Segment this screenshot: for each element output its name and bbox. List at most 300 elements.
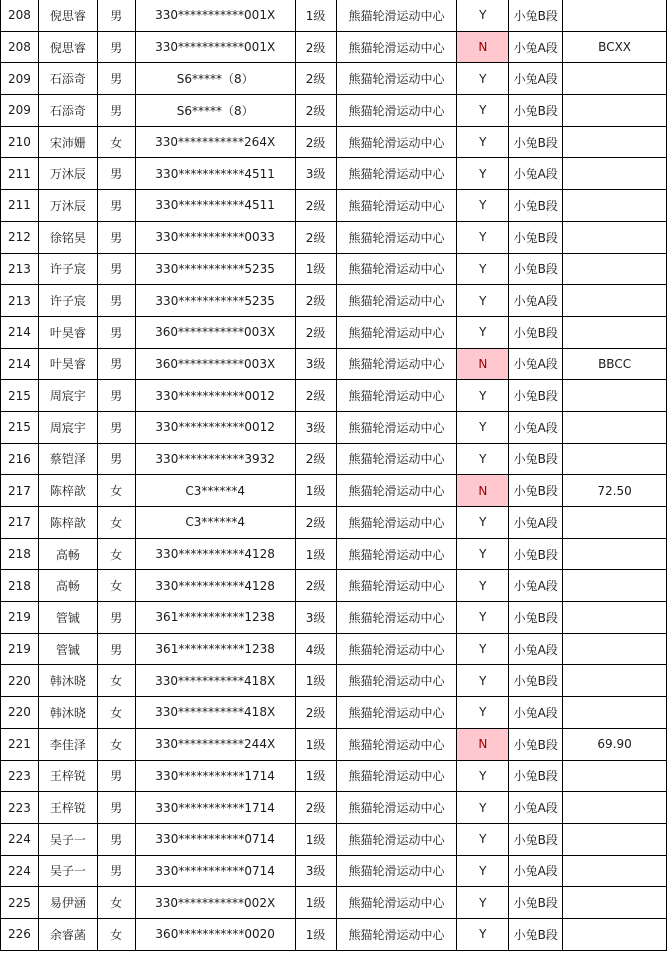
- group-cell: 小兔A段: [509, 158, 563, 190]
- note-cell: [563, 63, 667, 95]
- status-flag-cell: Y: [457, 316, 509, 348]
- level-cell: 2级: [295, 190, 336, 222]
- id-number-cell: 330***********1714: [135, 792, 295, 824]
- id-number-cell: 330***********0012: [135, 411, 295, 443]
- organization-cell: 熊猫轮滑运动中心: [336, 126, 457, 158]
- group-cell: 小兔B段: [509, 0, 563, 31]
- note-cell: [563, 602, 667, 634]
- table-row: [1, 348, 667, 380]
- group-cell: 小兔B段: [509, 475, 563, 507]
- id-number-cell: 330***********4511: [135, 158, 295, 190]
- name-cell: 叶昊睿: [38, 316, 97, 348]
- name-cell: 许子宸: [38, 253, 97, 285]
- note-cell: [563, 253, 667, 285]
- level-cell: 1级: [295, 760, 336, 792]
- status-flag-cell: Y: [457, 570, 509, 602]
- id-number-cell: 330***********264X: [135, 126, 295, 158]
- level-cell: 3级: [295, 602, 336, 634]
- row-number-cell: 214: [1, 348, 39, 380]
- row-number-cell: 216: [1, 443, 39, 475]
- note-cell: [563, 855, 667, 887]
- gender-cell: 女: [97, 126, 135, 158]
- status-flag-cell: Y: [457, 697, 509, 729]
- id-number-cell: 330***********001X: [135, 0, 295, 31]
- name-cell: 高畅: [38, 538, 97, 570]
- table-row: [1, 887, 667, 919]
- table-row: [1, 918, 667, 950]
- status-flag-cell: Y: [457, 63, 509, 95]
- name-cell: 吴子一: [38, 855, 97, 887]
- table-row: [1, 570, 667, 602]
- group-cell: 小兔A段: [509, 570, 563, 602]
- status-flag-cell: N: [457, 728, 509, 760]
- organization-cell: 熊猫轮滑运动中心: [336, 855, 457, 887]
- group-cell: 小兔A段: [509, 697, 563, 729]
- group-cell: 小兔A段: [509, 792, 563, 824]
- gender-cell: 男: [97, 411, 135, 443]
- gender-cell: 男: [97, 253, 135, 285]
- level-cell: 3级: [295, 411, 336, 443]
- table-row: [1, 665, 667, 697]
- level-cell: 2级: [295, 63, 336, 95]
- group-cell: 小兔B段: [509, 253, 563, 285]
- group-cell: 小兔B段: [509, 443, 563, 475]
- name-cell: 韩沐晓: [38, 697, 97, 729]
- level-cell: 1级: [295, 0, 336, 31]
- note-cell: [563, 507, 667, 539]
- id-number-cell: C3******4: [135, 475, 295, 507]
- table-row: [1, 475, 667, 507]
- id-number-cell: 361***********1238: [135, 633, 295, 665]
- group-cell: 小兔A段: [509, 411, 563, 443]
- row-number-cell: 208: [1, 0, 39, 31]
- id-number-cell: 330***********0714: [135, 855, 295, 887]
- id-number-cell: 330***********5235: [135, 253, 295, 285]
- id-number-cell: 330***********001X: [135, 31, 295, 63]
- organization-cell: 熊猫轮滑运动中心: [336, 95, 457, 127]
- id-number-cell: S6*****（8）: [135, 95, 295, 127]
- table-row: [1, 190, 667, 222]
- group-cell: 小兔B段: [509, 823, 563, 855]
- status-flag-cell: Y: [457, 855, 509, 887]
- row-number-cell: 217: [1, 475, 39, 507]
- id-number-cell: 330***********002X: [135, 887, 295, 919]
- gender-cell: 女: [97, 887, 135, 919]
- row-number-cell: 219: [1, 602, 39, 634]
- level-cell: 2级: [295, 316, 336, 348]
- level-cell: 1级: [295, 728, 336, 760]
- table-row: [1, 380, 667, 412]
- name-cell: 易伊涵: [38, 887, 97, 919]
- gender-cell: 男: [97, 823, 135, 855]
- id-number-cell: 330***********4511: [135, 190, 295, 222]
- name-cell: 余睿菡: [38, 918, 97, 950]
- group-cell: 小兔B段: [509, 665, 563, 697]
- gender-cell: 男: [97, 380, 135, 412]
- status-flag-cell: Y: [457, 823, 509, 855]
- id-number-cell: 330***********4128: [135, 538, 295, 570]
- table-row: [1, 792, 667, 824]
- table-row: [1, 63, 667, 95]
- level-cell: 2级: [295, 697, 336, 729]
- group-cell: 小兔B段: [509, 126, 563, 158]
- status-flag-cell: Y: [457, 792, 509, 824]
- group-cell: 小兔A段: [509, 285, 563, 317]
- id-number-cell: 330***********3932: [135, 443, 295, 475]
- table-row: [1, 855, 667, 887]
- status-flag-cell: Y: [457, 411, 509, 443]
- gender-cell: 男: [97, 633, 135, 665]
- status-flag-cell: Y: [457, 538, 509, 570]
- name-cell: 宋沛姗: [38, 126, 97, 158]
- status-flag-cell: Y: [457, 633, 509, 665]
- row-number-cell: 224: [1, 855, 39, 887]
- note-cell: [563, 380, 667, 412]
- table-row: [1, 31, 667, 63]
- status-flag-cell: Y: [457, 285, 509, 317]
- note-cell: [563, 538, 667, 570]
- table-row: [1, 633, 667, 665]
- organization-cell: 熊猫轮滑运动中心: [336, 253, 457, 285]
- row-number-cell: 215: [1, 411, 39, 443]
- gender-cell: 女: [97, 728, 135, 760]
- group-cell: 小兔B段: [509, 887, 563, 919]
- name-cell: 石添奇: [38, 63, 97, 95]
- note-cell: [563, 0, 667, 31]
- note-cell: [563, 95, 667, 127]
- gender-cell: 男: [97, 190, 135, 222]
- note-cell: [563, 158, 667, 190]
- gender-cell: 男: [97, 285, 135, 317]
- level-cell: 2级: [295, 221, 336, 253]
- organization-cell: 熊猫轮滑运动中心: [336, 665, 457, 697]
- status-flag-cell: Y: [457, 221, 509, 253]
- table-row: [1, 443, 667, 475]
- level-cell: 4级: [295, 633, 336, 665]
- gender-cell: 男: [97, 31, 135, 63]
- id-number-cell: 361***********1238: [135, 602, 295, 634]
- level-cell: 2级: [295, 443, 336, 475]
- table-body: [1, 0, 667, 950]
- level-cell: 3级: [295, 158, 336, 190]
- group-cell: 小兔A段: [509, 63, 563, 95]
- status-flag-cell: Y: [457, 665, 509, 697]
- status-flag-cell: Y: [457, 0, 509, 31]
- level-cell: 2级: [295, 95, 336, 127]
- row-number-cell: 210: [1, 126, 39, 158]
- row-number-cell: 211: [1, 190, 39, 222]
- note-cell: 72.50: [563, 475, 667, 507]
- organization-cell: 熊猫轮滑运动中心: [336, 380, 457, 412]
- table-row: [1, 823, 667, 855]
- id-number-cell: 360***********003X: [135, 316, 295, 348]
- group-cell: 小兔B段: [509, 602, 563, 634]
- row-number-cell: 224: [1, 823, 39, 855]
- id-number-cell: 330***********418X: [135, 665, 295, 697]
- level-cell: 1级: [295, 475, 336, 507]
- gender-cell: 男: [97, 63, 135, 95]
- note-cell: [563, 285, 667, 317]
- organization-cell: 熊猫轮滑运动中心: [336, 918, 457, 950]
- organization-cell: 熊猫轮滑运动中心: [336, 190, 457, 222]
- row-number-cell: 212: [1, 221, 39, 253]
- id-number-cell: 330***********1714: [135, 760, 295, 792]
- id-number-cell: 330***********5235: [135, 285, 295, 317]
- row-number-cell: 218: [1, 570, 39, 602]
- status-flag-cell: Y: [457, 253, 509, 285]
- level-cell: 1级: [295, 253, 336, 285]
- note-cell: [563, 665, 667, 697]
- row-number-cell: 208: [1, 31, 39, 63]
- row-number-cell: 209: [1, 95, 39, 127]
- status-flag-cell: Y: [457, 190, 509, 222]
- name-cell: 王梓锐: [38, 760, 97, 792]
- note-cell: [563, 887, 667, 919]
- name-cell: 韩沐晓: [38, 665, 97, 697]
- organization-cell: 熊猫轮滑运动中心: [336, 348, 457, 380]
- group-cell: 小兔A段: [509, 348, 563, 380]
- gender-cell: 男: [97, 443, 135, 475]
- status-flag-cell: N: [457, 475, 509, 507]
- status-flag-cell: Y: [457, 602, 509, 634]
- status-flag-cell: Y: [457, 380, 509, 412]
- table-row: [1, 507, 667, 539]
- status-flag-cell: Y: [457, 887, 509, 919]
- organization-cell: 熊猫轮滑运动中心: [336, 475, 457, 507]
- organization-cell: 熊猫轮滑运动中心: [336, 158, 457, 190]
- organization-cell: 熊猫轮滑运动中心: [336, 570, 457, 602]
- level-cell: 2级: [295, 126, 336, 158]
- level-cell: 1级: [295, 918, 336, 950]
- level-cell: 2级: [295, 570, 336, 602]
- gender-cell: 女: [97, 665, 135, 697]
- gender-cell: 女: [97, 570, 135, 602]
- group-cell: 小兔B段: [509, 221, 563, 253]
- table-row: [1, 221, 667, 253]
- organization-cell: 熊猫轮滑运动中心: [336, 760, 457, 792]
- name-cell: 徐铭昊: [38, 221, 97, 253]
- note-cell: BBCC: [563, 348, 667, 380]
- status-flag-cell: Y: [457, 760, 509, 792]
- note-cell: [563, 697, 667, 729]
- row-number-cell: 209: [1, 63, 39, 95]
- group-cell: 小兔A段: [509, 855, 563, 887]
- gender-cell: 男: [97, 855, 135, 887]
- organization-cell: 熊猫轮滑运动中心: [336, 538, 457, 570]
- row-number-cell: 211: [1, 158, 39, 190]
- id-number-cell: S6*****（8）: [135, 63, 295, 95]
- name-cell: 吴子一: [38, 823, 97, 855]
- organization-cell: 熊猫轮滑运动中心: [336, 0, 457, 31]
- id-number-cell: 330***********244X: [135, 728, 295, 760]
- table-row: [1, 316, 667, 348]
- row-number-cell: 213: [1, 253, 39, 285]
- name-cell: 管铖: [38, 602, 97, 634]
- note-cell: [563, 792, 667, 824]
- name-cell: 万沐辰: [38, 158, 97, 190]
- gender-cell: 男: [97, 348, 135, 380]
- row-number-cell: 219: [1, 633, 39, 665]
- name-cell: 周宸宇: [38, 380, 97, 412]
- note-cell: [563, 443, 667, 475]
- row-number-cell: 215: [1, 380, 39, 412]
- name-cell: 李佳泽: [38, 728, 97, 760]
- table-row: [1, 285, 667, 317]
- table-row: [1, 760, 667, 792]
- name-cell: 蔡铠泽: [38, 443, 97, 475]
- table-row: [1, 0, 667, 31]
- group-cell: 小兔A段: [509, 507, 563, 539]
- group-cell: 小兔B段: [509, 380, 563, 412]
- organization-cell: 熊猫轮滑运动中心: [336, 507, 457, 539]
- group-cell: 小兔B段: [509, 760, 563, 792]
- gender-cell: 女: [97, 538, 135, 570]
- note-cell: [563, 316, 667, 348]
- row-number-cell: 214: [1, 316, 39, 348]
- level-cell: 3级: [295, 348, 336, 380]
- level-cell: 1级: [295, 887, 336, 919]
- group-cell: 小兔B段: [509, 538, 563, 570]
- note-cell: [563, 411, 667, 443]
- organization-cell: 熊猫轮滑运动中心: [336, 221, 457, 253]
- gender-cell: 男: [97, 95, 135, 127]
- note-cell: [563, 760, 667, 792]
- status-flag-cell: Y: [457, 126, 509, 158]
- group-cell: 小兔B段: [509, 190, 563, 222]
- table-row: [1, 538, 667, 570]
- id-number-cell: 330***********0033: [135, 221, 295, 253]
- name-cell: 管铖: [38, 633, 97, 665]
- level-cell: 2级: [295, 285, 336, 317]
- note-cell: [563, 221, 667, 253]
- organization-cell: 熊猫轮滑运动中心: [336, 285, 457, 317]
- id-number-cell: 360***********003X: [135, 348, 295, 380]
- name-cell: 高畅: [38, 570, 97, 602]
- status-flag-cell: Y: [457, 507, 509, 539]
- table-row: [1, 728, 667, 760]
- status-flag-cell: Y: [457, 918, 509, 950]
- gender-cell: 男: [97, 602, 135, 634]
- status-flag-cell: N: [457, 348, 509, 380]
- status-flag-cell: Y: [457, 95, 509, 127]
- table-row: [1, 411, 667, 443]
- row-number-cell: 217: [1, 507, 39, 539]
- note-cell: [563, 190, 667, 222]
- organization-cell: 熊猫轮滑运动中心: [336, 633, 457, 665]
- id-number-cell: 330***********0012: [135, 380, 295, 412]
- group-cell: 小兔B段: [509, 918, 563, 950]
- organization-cell: 熊猫轮滑运动中心: [336, 31, 457, 63]
- table-row: [1, 95, 667, 127]
- row-number-cell: 221: [1, 728, 39, 760]
- status-flag-cell: Y: [457, 443, 509, 475]
- gender-cell: 男: [97, 158, 135, 190]
- level-cell: 2级: [295, 380, 336, 412]
- level-cell: 1级: [295, 823, 336, 855]
- row-number-cell: 223: [1, 760, 39, 792]
- organization-cell: 熊猫轮滑运动中心: [336, 602, 457, 634]
- name-cell: 万沐辰: [38, 190, 97, 222]
- row-number-cell: 225: [1, 887, 39, 919]
- gender-cell: 女: [97, 697, 135, 729]
- row-number-cell: 218: [1, 538, 39, 570]
- note-cell: [563, 918, 667, 950]
- gender-cell: 女: [97, 507, 135, 539]
- id-number-cell: C3******4: [135, 507, 295, 539]
- note-cell: [563, 823, 667, 855]
- name-cell: 陈梓歆: [38, 507, 97, 539]
- table-row: [1, 602, 667, 634]
- gender-cell: 男: [97, 760, 135, 792]
- group-cell: 小兔A段: [509, 633, 563, 665]
- organization-cell: 熊猫轮滑运动中心: [336, 792, 457, 824]
- organization-cell: 熊猫轮滑运动中心: [336, 411, 457, 443]
- row-number-cell: 226: [1, 918, 39, 950]
- gender-cell: 女: [97, 475, 135, 507]
- organization-cell: 熊猫轮滑运动中心: [336, 63, 457, 95]
- organization-cell: 熊猫轮滑运动中心: [336, 823, 457, 855]
- name-cell: 倪思睿: [38, 0, 97, 31]
- gender-cell: 男: [97, 792, 135, 824]
- row-number-cell: 223: [1, 792, 39, 824]
- group-cell: 小兔B段: [509, 95, 563, 127]
- name-cell: 石添奇: [38, 95, 97, 127]
- name-cell: 陈梓歆: [38, 475, 97, 507]
- note-cell: BCXX: [563, 31, 667, 63]
- gender-cell: 男: [97, 221, 135, 253]
- row-number-cell: 213: [1, 285, 39, 317]
- level-cell: 2级: [295, 792, 336, 824]
- id-number-cell: 330***********4128: [135, 570, 295, 602]
- note-cell: 69.90: [563, 728, 667, 760]
- note-cell: [563, 633, 667, 665]
- level-cell: 2级: [295, 507, 336, 539]
- group-cell: 小兔B段: [509, 728, 563, 760]
- organization-cell: 熊猫轮滑运动中心: [336, 316, 457, 348]
- name-cell: 叶昊睿: [38, 348, 97, 380]
- name-cell: 王梓锐: [38, 792, 97, 824]
- table-row: [1, 126, 667, 158]
- organization-cell: 熊猫轮滑运动中心: [336, 728, 457, 760]
- name-cell: 许子宸: [38, 285, 97, 317]
- gender-cell: 男: [97, 316, 135, 348]
- table-row: [1, 158, 667, 190]
- id-number-cell: 330***********418X: [135, 697, 295, 729]
- status-flag-cell: Y: [457, 158, 509, 190]
- table-row: [1, 697, 667, 729]
- row-number-cell: 220: [1, 665, 39, 697]
- id-number-cell: 330***********0714: [135, 823, 295, 855]
- gender-cell: 男: [97, 0, 135, 31]
- gender-cell: 女: [97, 918, 135, 950]
- name-cell: 周宸宇: [38, 411, 97, 443]
- note-cell: [563, 570, 667, 602]
- group-cell: 小兔A段: [509, 31, 563, 63]
- level-cell: 3级: [295, 855, 336, 887]
- row-number-cell: 220: [1, 697, 39, 729]
- organization-cell: 熊猫轮滑运动中心: [336, 887, 457, 919]
- organization-cell: 熊猫轮滑运动中心: [336, 443, 457, 475]
- note-cell: [563, 126, 667, 158]
- level-cell: 1级: [295, 665, 336, 697]
- id-number-cell: 360***********0020: [135, 918, 295, 950]
- level-cell: 2级: [295, 31, 336, 63]
- table-row: [1, 253, 667, 285]
- level-cell: 1级: [295, 538, 336, 570]
- status-flag-cell: N: [457, 31, 509, 63]
- name-cell: 倪思睿: [38, 31, 97, 63]
- group-cell: 小兔B段: [509, 316, 563, 348]
